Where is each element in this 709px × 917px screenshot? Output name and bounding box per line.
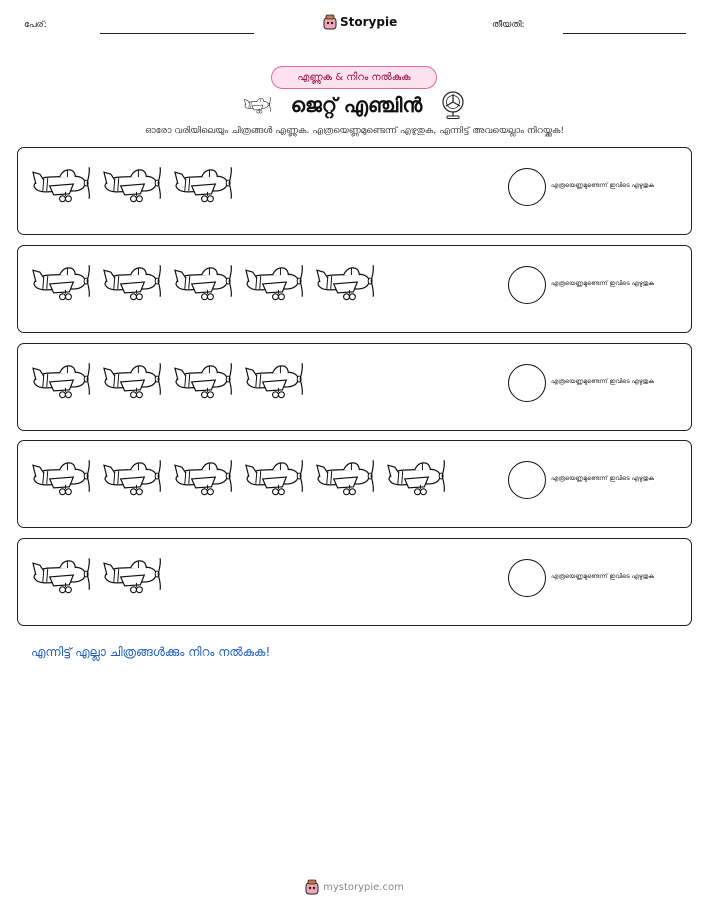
worksheet-header	[0, 14, 709, 44]
airplane-icon[interactable]	[101, 164, 166, 204]
count-row	[17, 538, 692, 626]
answer-label: എത്രയെണ്ണമുണ്ടെന്ന് ഇവിടെ എഴുതുക	[551, 475, 654, 482]
airplane-icon[interactable]	[172, 262, 237, 302]
airplane-icon[interactable]	[314, 262, 379, 302]
row-pictures	[30, 262, 379, 302]
fan-icon	[440, 91, 466, 119]
airplane-icon[interactable]	[101, 457, 166, 497]
airplane-icon[interactable]	[243, 360, 308, 400]
brand-name: Storypie	[340, 15, 398, 29]
answer-label: എത്രയെണ്ണമുണ്ടെന്ന് ഇവിടെ എഴുതുക	[551, 182, 654, 189]
answer-label: എത്രയെണ്ണമുണ്ടെന്ന് ഇവിടെ എഴുതുക	[551, 378, 654, 385]
airplane-icon[interactable]	[101, 555, 166, 595]
storypie-logo-icon	[323, 14, 337, 30]
airplane-icon[interactable]	[30, 457, 95, 497]
airplane-icon[interactable]	[314, 457, 379, 497]
airplane-icon[interactable]	[101, 262, 166, 302]
title-row	[0, 90, 709, 120]
brand-logo	[323, 14, 397, 30]
airplane-icon[interactable]	[172, 164, 237, 204]
coloring-note: എന്നിട്ട് എല്ലാ ചിത്രങ്ങൾക്കും നിറം നൽകുക!	[31, 645, 271, 659]
footer-url: mystorypie.com	[323, 881, 404, 893]
count-row	[17, 343, 692, 431]
answer-circle[interactable]	[508, 266, 546, 304]
count-row	[17, 245, 692, 333]
airplane-icon[interactable]	[243, 262, 308, 302]
answer-label: എത്രയെണ്ണമുണ്ടെന്ന് ഇവിടെ എഴുതുക	[551, 573, 654, 580]
count-row	[17, 440, 692, 528]
airplane-icon[interactable]	[243, 457, 308, 497]
activity-badge: എണ്ണുക & നിറം നൽകുക	[271, 66, 437, 89]
count-row	[17, 147, 692, 235]
answer-circle[interactable]	[508, 168, 546, 206]
row-pictures	[30, 360, 308, 400]
airplane-icon[interactable]	[172, 457, 237, 497]
answer-circle[interactable]	[508, 461, 546, 499]
airplane-icon[interactable]	[101, 360, 166, 400]
row-pictures	[30, 457, 450, 497]
answer-label: എത്രയെണ്ണമുണ്ടെന്ന് ഇവിടെ എഴുതുക	[551, 280, 654, 287]
name-label: പേര്:	[24, 20, 47, 30]
name-field-line[interactable]	[100, 33, 254, 34]
airplane-icon[interactable]	[30, 360, 95, 400]
storypie-logo-icon	[305, 879, 319, 895]
row-pictures	[30, 164, 237, 204]
airplane-icon[interactable]	[172, 360, 237, 400]
airplane-icon	[243, 95, 273, 115]
airplane-icon[interactable]	[30, 555, 95, 595]
date-label: തീയതി:	[492, 20, 525, 30]
page-footer	[0, 879, 709, 895]
date-field-line[interactable]	[563, 33, 686, 34]
worksheet-title: ജെറ്റ് എഞ്ചിൻ	[290, 93, 423, 117]
airplane-icon[interactable]	[30, 164, 95, 204]
row-pictures	[30, 555, 166, 595]
airplane-icon[interactable]	[385, 457, 450, 497]
answer-circle[interactable]	[508, 364, 546, 402]
instructions: ഓരോ വരിയിലെയും ചിത്രങ്ങൾ എണ്ണുക. എത്രയെണ്ണമുണ്ടെന്ന് എഴുതുക, എന്നിട്ട് അവയെല്ലാം നിറയ്ക്കുക!	[144, 126, 565, 136]
answer-circle[interactable]	[508, 559, 546, 597]
airplane-icon[interactable]	[30, 262, 95, 302]
